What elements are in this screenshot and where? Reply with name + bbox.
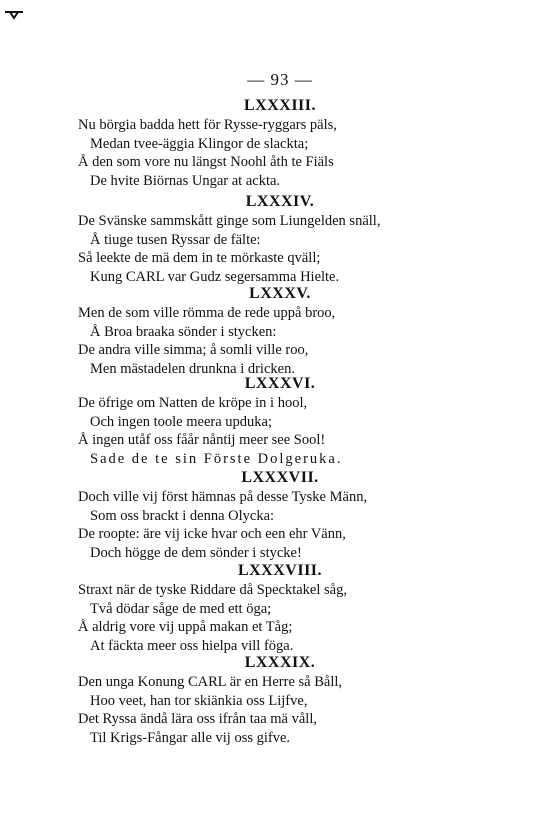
stanza — [78, 373, 508, 468]
verse-line: Men de som ville römma de rede uppå broo, — [78, 305, 336, 321]
stanza-title: LXXXV. — [249, 285, 311, 302]
verse-line: Sade de te sin Förste Dolgeruka. — [90, 450, 343, 467]
verse-line: Det Ryssa ändå lära oss ifrån taa mä våll, — [78, 711, 317, 727]
verse-line: At fäckta meer oss hielpa vill föga. — [90, 637, 294, 654]
stanza — [78, 467, 508, 562]
verse-line: Två dödar såge de med ett öga; — [90, 600, 272, 617]
stanza-title: LXXXIII. — [243, 97, 316, 114]
corner-mark-icon — [4, 10, 24, 20]
verse-line: Å Broa braaka sönder i stycken: — [90, 323, 277, 340]
verse-line: Så leekte de mä dem in te mörkaste qväll; — [78, 250, 321, 266]
verse-line: Den unga Konung CARL är en Herre så Båll, — [78, 674, 343, 690]
verse-line: Å ingen utåf oss fåår nåntij meer see Sool! — [78, 432, 326, 448]
stanza-title: LXXXVI. — [244, 375, 316, 392]
verse-line: De hvite Biörnas Ungar at ackta. — [90, 172, 281, 189]
stanza — [78, 95, 508, 190]
verse-line: Men mästadelen drunkna i dricken. — [90, 360, 295, 377]
verse-line: Och ingen toole meera upduka; — [90, 413, 272, 430]
verse-line: De andra ville simma; å somli ville roo, — [78, 342, 309, 358]
verse-line: Medan tvee-äggia Klingor de slackta; — [90, 135, 309, 152]
verse-line: De Svänske sammskått ginge som Liungelden snäll, — [78, 213, 381, 229]
verse-line: Nu börgia badda hett för Rysse-ryggars päls, — [78, 117, 337, 133]
stanza-title: LXXXVIII. — [237, 562, 323, 579]
verse-line: Som oss brackt i denna Olycka: — [90, 507, 275, 524]
verse-line: Doch ville vij först hämnas på desse Tyske Männ, — [78, 489, 368, 505]
verse-line: Å aldrig vore vij uppå makan et Tåg; — [78, 619, 293, 635]
verse-line: Til Krigs-Fångar alle vij oss gifve. — [90, 729, 291, 746]
verse-line: Å tiuge tusen Ryssar de fälte: — [90, 231, 261, 248]
verse-line: De roopte: äre vij icke hvar och een ehr Vänn, — [78, 526, 346, 542]
stanza — [78, 560, 508, 655]
stanza-title: LXXXIV. — [245, 193, 315, 210]
verse-line: Kung CARL var Gudz segersamma Hielte. — [90, 268, 340, 285]
stanza-title: LXXXVII. — [241, 469, 319, 486]
stanza — [78, 191, 508, 286]
stanza-title: LXXXIX. — [244, 654, 316, 671]
stanza — [78, 283, 508, 378]
verse-line: Doch högge de dem sönder i stycke! — [90, 544, 302, 561]
page-number: — 93 — — [247, 70, 313, 89]
stanza — [78, 652, 508, 747]
verse-line: De öfrige om Natten de kröpe in i hool, — [78, 395, 308, 411]
verse-line: Hoo veet, han tor skiänkia oss Lijfve, — [90, 692, 308, 709]
verse-line: Straxt när de tyske Riddare då Specktakel såg, — [78, 582, 347, 598]
verse-line: Å den som vore nu längst Noohl åth te Fiäls — [78, 154, 334, 170]
